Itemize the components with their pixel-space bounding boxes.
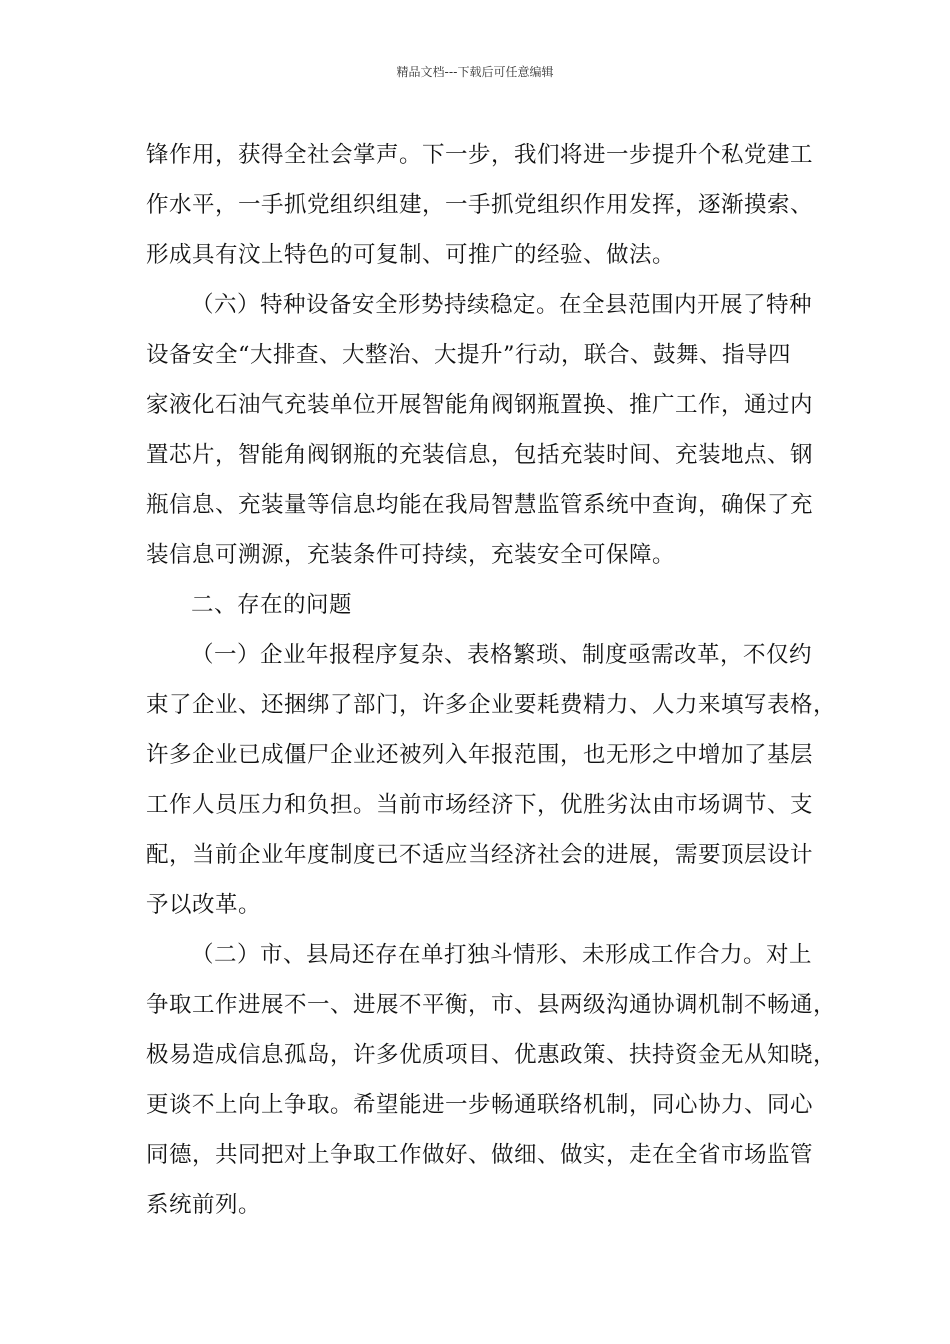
text-line: 工作人员压力和负担。当前市场经济下，优胜劣汰由市场调节、支 [146,792,814,818]
text-line: 争取工作进展不一、进展不平衡，市、县两级沟通协调机制不畅通， [146,992,837,1018]
paragraph-start-line: （六）特种设备安全形势持续稳定。在全县范围内开展了特种 [191,292,813,318]
paragraph-start-line: （二）市、县局还存在单打独斗情形、未形成工作合力。对上 [191,942,813,968]
text-line: 形成具有汶上特色的可复制、可推广的经验、做法。 [146,242,676,268]
text-line: 家液化石油气充装单位开展智能角阀钢瓶置换、推广工作，通过内 [146,392,814,418]
text-line: 更谈不上向上争取。希望能进一步畅通联络机制，同心协力、同心 [146,1092,814,1118]
paragraph-start-line: （一）企业年报程序复杂、表格繁琐、制度亟需改革，不仅约 [191,642,813,668]
text-line: 配，当前企业年度制度已不适应当经济社会的进展，需要顶层设计 [146,842,814,868]
document-body [146,130,837,1230]
text-line: 许多企业已成僵尸企业还被列入年报范围，也无形之中增加了基层 [146,742,814,768]
text-line: 作水平，一手抓党组织组建，一手抓党组织作用发挥，逐渐摸索、 [146,192,814,218]
text-line: 瓶信息、充装量等信息均能在我局智慧监管系统中查询，确保了充 [146,492,814,518]
text-line: 系统前列。 [146,1192,262,1218]
text-line: 置芯片，智能角阀钢瓶的充装信息，包括充装时间、充装地点、钢 [146,442,814,468]
page-header: 精品文档---下载后可任意编辑 [396,65,554,79]
text-line: 锋作用，获得全社会掌声。下一步，我们将进一步提升个私党建工 [146,142,814,168]
text-line: 同德，共同把对上争取工作做好、做细、做实，走在全省市场监管 [146,1142,814,1168]
text-line: 装信息可溯源，充装条件可持续，充装安全可保障。 [146,542,676,568]
text-line: 设备安全“大排查、大整治、大提升”行动，联合、鼓舞、指导四 [146,342,792,368]
text-line: 束了企业、还捆绑了部门，许多企业要耗费精力、人力来填写表格， [146,692,837,718]
text-line: 予以改革。 [146,892,262,918]
text-line: 极易造成信息孤岛，许多优质项目、优惠政策、扶持资金无从知晓， [146,1042,837,1068]
section-heading: 二、存在的问题 [191,592,353,618]
